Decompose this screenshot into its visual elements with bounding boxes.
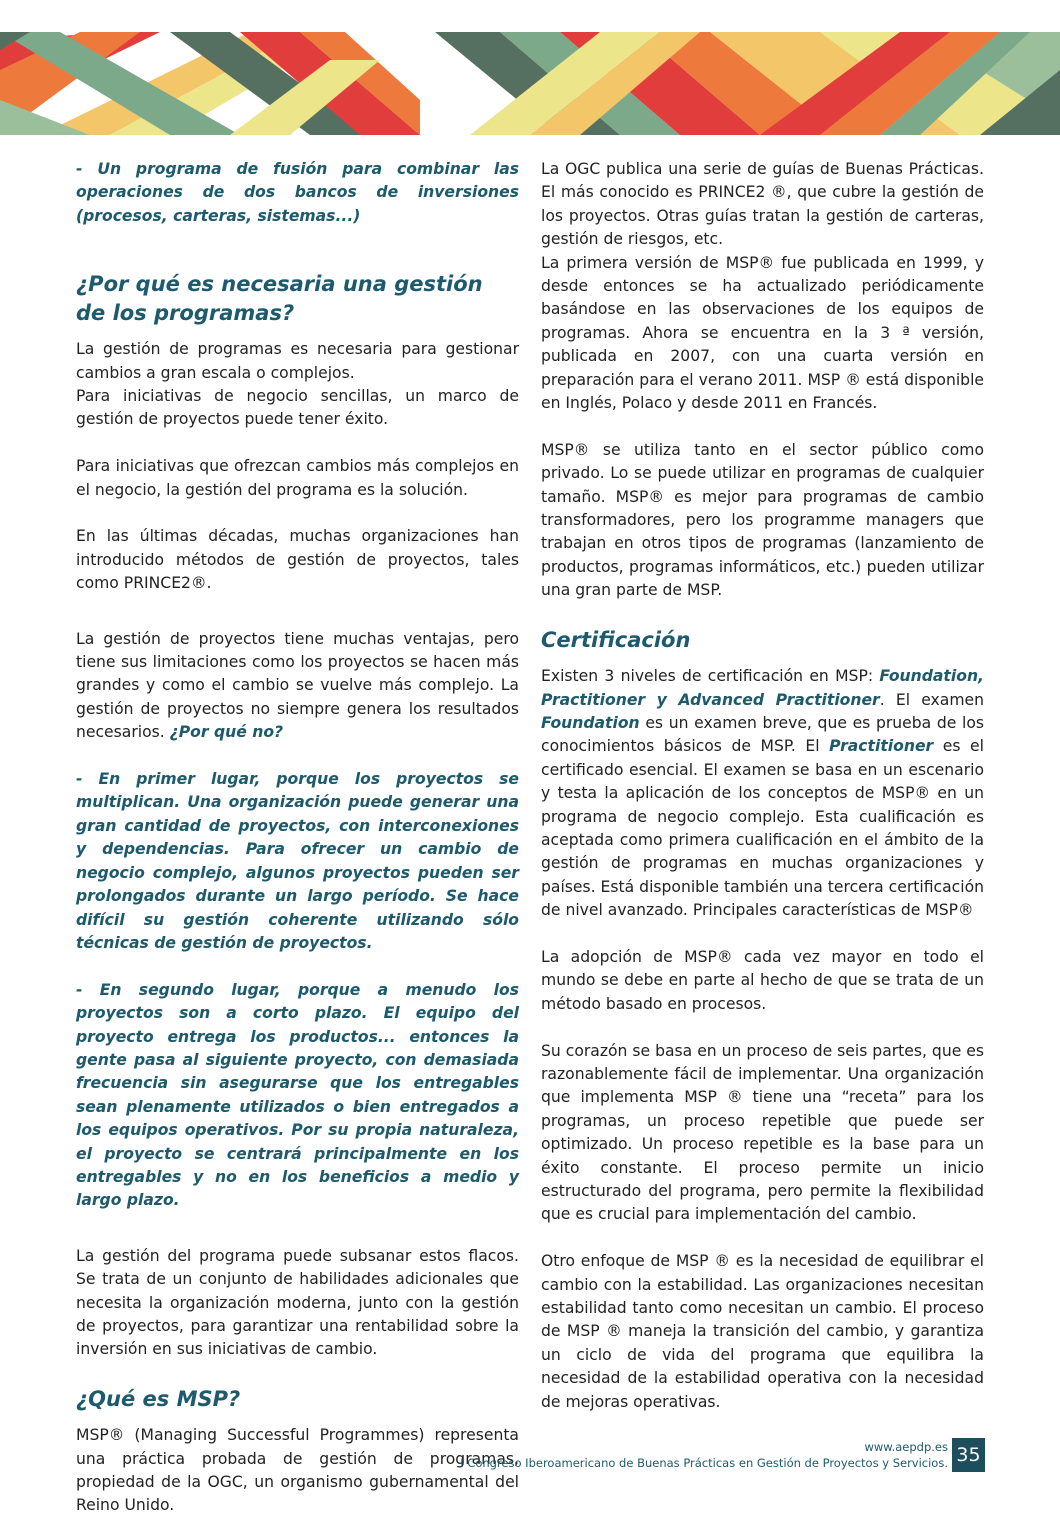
paragraph: Su corazón se basa en un proceso de seis partes, que es razonablemente fácil de implementar. Una organización que implementa MSP ® tiene una “receta” para los programas, un proceso repetible que puede ser optimizado. Un proceso repetible es la base para un éxito constante. El proceso permite un inicio estructurado del programa, pero permite la flexibilidad que es crucial para implementación del cambio. [541,1041,984,1224]
cert-foundation: Foundation [541,713,640,732]
heading-why-program-management: ¿Por qué es necesaria una gestión de los programas? [76,272,483,326]
cert-text: . El examen [879,690,984,709]
cert-text: es un examen breve, que es prueba de los conocimientos básicos de MSP. El [541,713,984,756]
italic-point-first: - En primer lugar, porque los proyectos se multiplican. Una organización puede generar una gran cantidad de proyectos, con interconexiones y dependencias. Para ofrecer un cambio de negocio complejo, algunos proyectos pueden ser prolongados durante un largo período. Se hace difícil su gestión coherente utilizando sólo técnicas de gestión de proyectos. [76,770,519,952]
page-number: 35 [952,1438,985,1472]
footer-title: I Congreso Iberoamericano de Buenas Prácticas en Gestión de Proyectos y Servicios. [460,1456,948,1470]
paragraph: MSP® (Managing Successful Programmes) representa una práctica probada de gestión de programas, propiedad de la OGC, un organismo gubernamental del Reino Unido. [76,1426,519,1515]
paragraph-text: La gestión de proyectos tiene muchas ventajas, pero tiene sus limitaciones como los proyectos se hacen más grandes y como el cambio se vuelve más complejo. La gestión de proyectos no siempre genera los resultados necesarios. [76,629,519,742]
decorative-banner [0,0,1060,135]
right-column [541,158,984,1414]
paragraph [76,628,519,745]
footer-url[interactable]: www.aepdp.es [864,1440,948,1454]
certification-paragraph [541,665,984,922]
paragraph: Para iniciativas de negocio sencillas, un marco de gestión de proyectos puede tener éxito. [76,387,519,429]
paragraph: Otro enfoque de MSP ® es la necesidad de equilibrar el cambio con la estabilidad. Las organizaciones necesitan estabilidad tanto como necesitan un cambio. El proceso de MSP ® maneja la transición del cambio, y garantiza un ciclo de vida del programa que equilibra la necesidad de la estabilidad operativa con la necesidad de mejoras operativas. [541,1252,984,1411]
cert-levels: Foundation, Practitioner y Advanced Practitioner [541,667,984,709]
intro-italic: - Un programa de fusión para combinar las operaciones de dos bancos de inversiones (procesos, carteras, sistemas...) [76,160,519,225]
paragraph: Para iniciativas que ofrezcan cambios más complejos en el negocio, la gestión del programa es la solución. [76,457,519,499]
cert-text: es el certificado esencial. El examen se basa en un escenario y testa la aplicación de los conceptos de MSP® en un programa de negocio complejo. Esta cualificación es aceptada como primera cualificación en el ámbito de la gestión de programas en muchas organizaciones y países. Está disponible también una tercera certificación de nivel avanzado. Principales características de MSP® [541,737,984,920]
italic-point-second: - En segundo lugar, porque a menudo los proyectos son a corto plazo. El equipo del proyecto entrega los productos... entonces la gente pasa al siguiente proyecto, con demasiada frecuencia sin asegurarse que los entregables sean plenamente utilizados o bien entregados a los equipos operativos. Por su propia naturaleza, el proyecto se centrará principalmente en los entregables y no en los beneficios a medio y largo plazo. [76,980,519,1210]
why-not-question: ¿Por qué no? [169,723,284,742]
heading-certification: Certificación [541,628,691,653]
cert-text: Existen 3 niveles de certificación en MSP: [541,667,874,686]
heading-what-is-msp: ¿Qué es MSP? [76,1387,241,1412]
paragraph: La adopción de MSP® cada vez mayor en todo el mundo se debe en parte al hecho de que se trata de un método basado en procesos. [541,947,984,1013]
paragraph: La gestión de programas es necesaria para gestionar cambios a gran escala o complejos. [76,340,519,382]
paragraph: MSP® se utiliza tanto en el sector público como privado. Lo se puede utilizar en programas de cualquier tamaño. MSP® es mejor para programas de cambio transformadores, pero los programme managers que trabajan en otros tipos de programas (lanzamiento de productos, programas informáticos, etc.) pueden utilizar una gran parte de MSP. [541,440,984,600]
paragraph: En las últimas décadas, muchas organizaciones han introducido métodos de gestión de proyectos, tales como PRINCE2®. [76,527,519,593]
paragraph: La gestión del programa puede subsanar estos flacos. Se trata de un conjunto de habilidades adicionales que necesita la organización moderna, junto con la gestión de proyectos, para garantizar una rentabilidad sobre la inversión en sus iniciativas de cambio. [76,1246,519,1359]
paragraph: La OGC publica una serie de guías de Buenas Prácticas. El más conocido es PRINCE2 ®, que cubre la gestión de los proyectos. Otras guías tratan la gestión de carteras, gestión de riesgos, etc. [541,160,984,249]
left-column [76,158,519,1518]
cert-practitioner: Practitioner [829,737,934,756]
paragraph: La primera versión de MSP® fue publicada en 1999, y desde entonces se ha actualizado periódicamente basándose en las observaciones de los equipos de programas. Ahora se encuentra en la 3 ª versión, publicada en 2007, con una cuarta versión en preparación para el verano 2011. MSP ® está disponible en Inglés, Polaco y desde 2011 en Francés. [541,253,984,413]
